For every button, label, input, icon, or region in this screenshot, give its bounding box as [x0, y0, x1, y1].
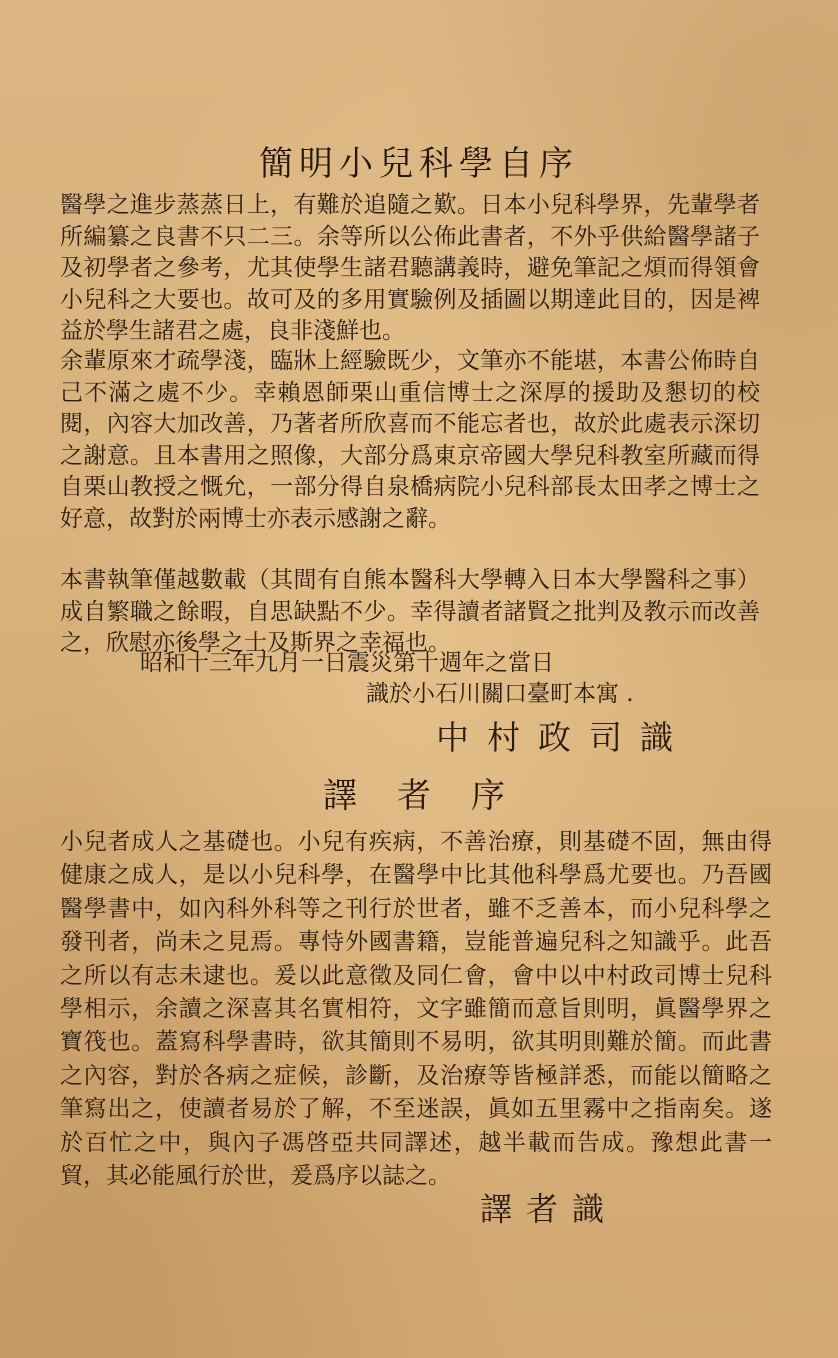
preface-date: 昭和十三年九月一日震災第十週年之當日 [140, 650, 554, 676]
preface-author-signature: 中村政司識 [436, 718, 691, 757]
preface-title: 簡明小兒科學自序 [259, 144, 579, 184]
preface-paragraph-3: 本書執筆僅越數載（其間有自熊本醫科大學轉入日本大學醫科之事）成自繁職之餘暇，自思缺點不少。幸得讀者諸賢之批判及教示而改善之，欣慰亦後學之士及斯界之幸福也。 [60, 567, 760, 656]
preface-place: 識於小石川關口臺町本寓 . [366, 681, 634, 707]
translator-signature: 譯者識 [480, 1190, 619, 1228]
preface-paragraph-2: 余輩原來才疏學淺，臨牀上經驗既少，文筆亦不能堪，本書公佈時自己不滿之處不少。幸賴恩師栗山重信博士之深厚的援助及懇切的校閱，內容大加改善，乃著者所欣喜而不能忘者也，故於此處表示深切之謝意。且本書用之照像，大部分爲東京帝國大學兒科教室所藏而得自栗山教授之慨允，一部分得自泉橋病院小兒科部長太田孝之博士之好意，故對於兩博士亦表示感謝之辭。 [60, 348, 760, 532]
translator-preface-paragraph: 小兒者成人之基礎也。小兒有疾病，不善治療，則基礎不固，無由得健康之成人，是以小兒科學，在醫學中比其他科學爲尤要也。乃吾國醫學書中，如內科外科等之刊行於世者，雖不乏善本，而小兒科學之發刊者，尚未之見焉。專恃外國書籍，豈能普遍兒科之知識乎。此吾之所以有志未逮也。爰以此意徵及同仁會，會中以中村政司博士兒科學相示，余讀之深喜其名實相符，文字雖簡而意旨則明，眞醫學界之寶筏也。蓋寫科學書時，欲其簡則不易明，欲其明則難於簡。而此書之內容，對於各病之症候，診斷，及治療等皆極詳悉，而能以簡略之筆寫出之，使讀者易於了解，不至迷誤，眞如五里霧中之指南矣。遂於百忙之中，與內子馮啓亞共同譯述，越半載而告成。豫想此書一貿，其必能風行於世，爰爲序以誌之。 [60, 829, 772, 1190]
translator-preface-title: 譯者序 [323, 776, 545, 816]
preface-paragraph-1: 醫學之進步蒸蒸日上，有難於追隨之歎。日本小兒科學界，先輩學者所編纂之良書不只二三。余等所以公佈此書者，不外乎供給醫學諸子及初學者之參考，尤其使學生諸君聽講義時，避免筆記之煩而得領會小兒科之大要也。故可及的多用實驗例及插圖以期達此目的，因是裨益於學生諸君之處，良非淺鮮也。 [60, 192, 760, 344]
